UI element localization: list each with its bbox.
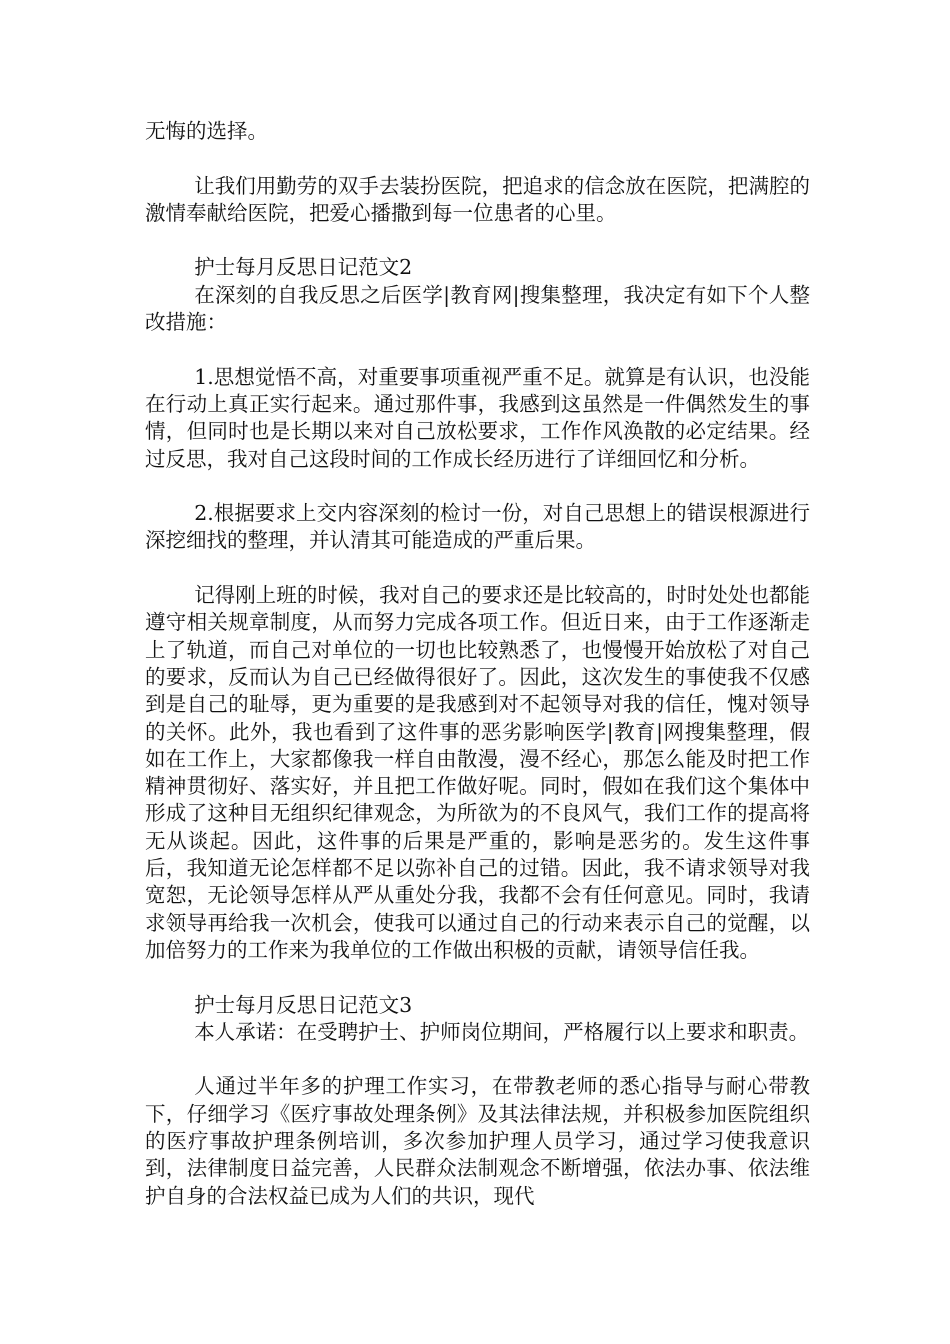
section-heading-2: 护士每月反思日记范文2 bbox=[194, 255, 413, 280]
paragraph-commitment: 本人承诺：在受聘护士、护师岗位期间，严格履行以上要求和职责。 bbox=[194, 1019, 810, 1044]
paragraph-hospital-dedication: 让我们用勤劳的双手去装扮医院，把追求的信念放在医院，把满腔的激情奉献给医院，把爱心播撒到每一位患者的心里。 bbox=[145, 173, 810, 225]
paragraph-measure-2: 2.根据要求上交内容深刻的检讨一份，对自己思想上的错误根源进行深挖细找的整理，并认清其可能造成的严重后果。 bbox=[145, 501, 810, 553]
paragraph-measure-1: 1.思想觉悟不高，对重要事项重视严重不足。就算是有认识，也没能在行动上真正实行起来。通过那件事，我感到这虽然是一件偶然发生的事情，但同时也是长期以来对自己放松要求，工作作风涣散的必定结果。经过反思，我对自己这段时间的工作成长经历进行了详细回忆和分析。 bbox=[145, 364, 810, 471]
section-heading-3: 护士每月反思日记范文3 bbox=[194, 992, 413, 1017]
document-page bbox=[145, 118, 810, 1210]
paragraph-internship: 人通过半年多的护理工作实习，在带教老师的悉心指导与耐心带教下，仔细学习《医疗事故处理条例》及其法律法规，并积极参加医院组织的医疗事故护理条例培训，多次参加护理人员学习，通过学习使我意识到，法律制度日益完善，人民群众法制观念不断增强，依法办事、依法维护自身的合法权益已成为人们的共识，现代 bbox=[145, 1074, 810, 1208]
paragraph-reflection-intro: 在深刻的自我反思之后医学|教育网|搜集整理，我决定有如下个人整改措施： bbox=[145, 282, 810, 335]
paragraph-long-reflection: 记得刚上班的时候，我对自己的要求还是比较高的，时时处处也都能遵守相关规章制度，从而努力完成各项工作。但近日来，由于工作逐渐走上了轨道，而自己对单位的一切也比较熟悉了，也慢慢开始放松了对自己的要求，反而认为自己已经做得很好了。因此，这次发生的事使我不仅感到是自己的耻辱，更为重要的是我感到对不起领导对我的信任，愧对领导的关怀。此外，我也看到了这件事的恶劣影响医学|教育|网搜集整理，假如在工作上，大家都像我一样自由散漫，漫不经心，那怎么能及时把工作精神贯彻好、落实好，并且把工作做好呢。同时，假如在我们这个集体中形成了这种目无组织纪律观念，为所欲为的不良风气，我们工作的提高将无从谈起。因此，这件事的后果是严重的，影响是恶劣的。发生这件事后，我知道无论怎样都不足以弥补自己的过错。因此，我不请求领导对我宽恕，无论领导怎样从严从重处分我，我都不会有任何意见。同时，我请求领导再给我一次机会，使我可以通过自己的行动来表示自己的觉醒，以加倍努力的工作来为我单位的工作做出积极的贡献，请领导信任我。 bbox=[145, 583, 810, 962]
paragraph-continuation: 无悔的选择。 bbox=[145, 119, 268, 143]
